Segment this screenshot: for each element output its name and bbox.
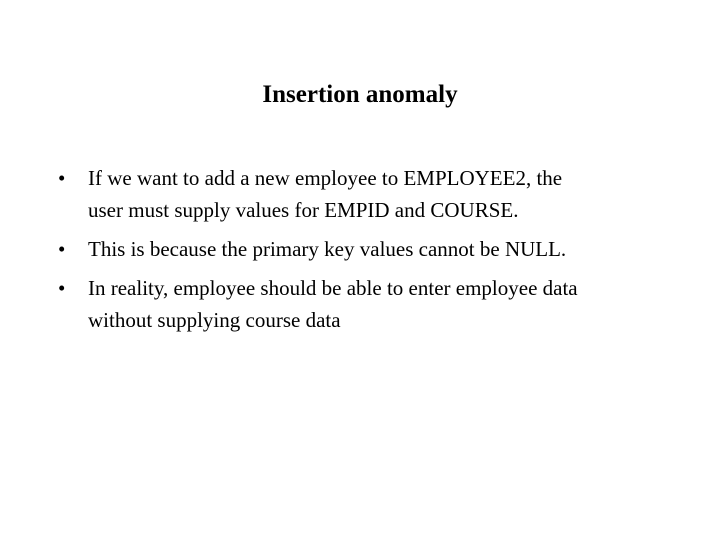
slide-title	[0, 78, 720, 112]
bullet-text-line: without supplying course data	[88, 308, 341, 332]
bullet-text-line: In reality, employee should be able to enter employee data	[88, 276, 578, 300]
bullet-dot-icon: •	[58, 276, 66, 300]
bullet-list	[58, 162, 678, 343]
bullet-text-line: user must supply values for EMPID and COURSE.	[88, 198, 519, 222]
bullet-dot-icon: •	[58, 237, 66, 261]
bullet-item	[58, 162, 678, 226]
bullet-item	[58, 233, 678, 265]
bullet-text-line: This is because the primary key values cannot be NULL.	[88, 237, 567, 261]
slide-title-text: Insertion anomaly	[262, 81, 458, 108]
bullet-text-line: If we want to add a new employee to EMPLOYEE2, the	[88, 166, 563, 190]
bullet-item	[58, 272, 678, 336]
bullet-dot-icon: •	[58, 166, 66, 190]
